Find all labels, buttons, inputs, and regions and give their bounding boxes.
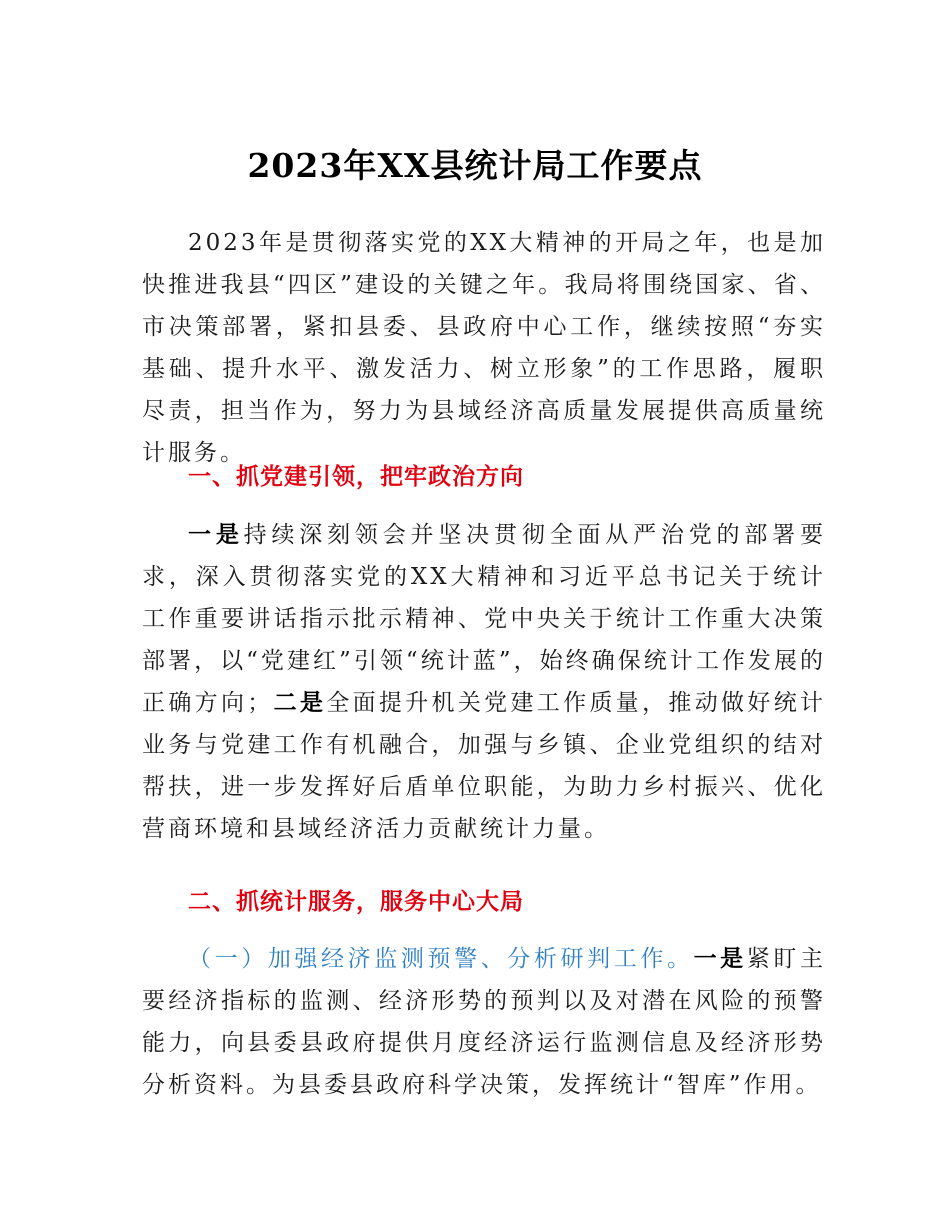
section-1-heading: 一、抓党建引领，把牢政治方向 [188,464,524,490]
section-1-paragraph [142,514,826,850]
section-2-lead-1: 一是 [693,946,747,972]
section-1-text-2: 全面提升机关党建工作质量，推动做好统计业务与党建工作有机融合，加强与乡镇、企业党组织的结对帮扶，进一步发挥好后盾单位职能，为助力乡村振兴、优化营商环境和县域经济活力贡献统计力量。 [142,690,827,842]
intro-paragraph: 2023年是贯彻落实党的XX大精神的开局之年，也是加快推进我县“四区”建设的关键之年。我局将围绕国家、省、市决策部署，紧扣县委、县政府中心工作，继续按照“夯实基础、提升水平、激发活力、树立形象”的工作思路，履职尽责，担当作为，努力为县域经济高质量发展提供高质量统计服务。 [142,230,826,466]
section-1-lead-1: 一是 [188,522,244,548]
section-2-text-1: 紧盯主要经济指标的监测、经济形势的预判以及对潜在风险的预警能力，向县委县政府提供月度经济运行监测信息及经济形势分析资料。为县委县政府科学决策，发挥统计“智库”作用。 [142,946,827,1098]
document-title: 2023年XX县统计局工作要点 [247,146,703,185]
section-1-lead-2: 二是 [273,690,327,716]
section-2-heading: 二、抓统计服务，服务中心大局 [188,889,524,915]
section-2-paragraph [142,938,826,1106]
section-2-subheading: （一）加强经济监测预警、分析研判工作。 [188,946,694,972]
section-1-text-1: 持续深刻领会并坚决贯彻全面从严治党的部署要求，深入贯彻落实党的XX大精神和习近平总书记关于统计工作重要讲话指示批示精神、党中央关于统计工作重大决策部署，以“党建红”引领“统计蓝”，始终确保统计工作发展的正确方向； [142,522,827,716]
